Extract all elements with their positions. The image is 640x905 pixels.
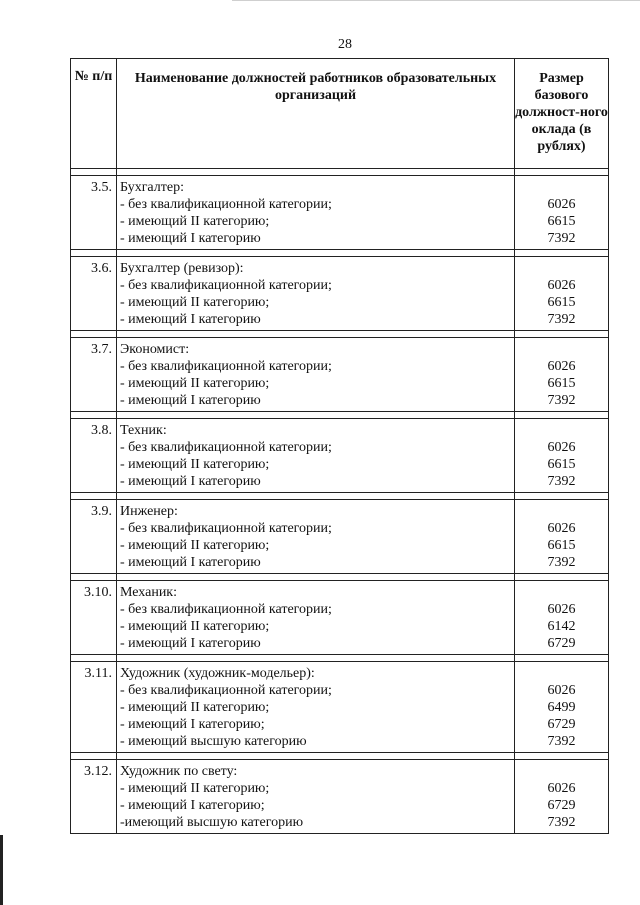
gap-cell [515, 574, 609, 581]
table-row-gap [71, 655, 609, 662]
gap-cell [117, 331, 515, 338]
position-title: Бухгалтер: [120, 180, 184, 195]
salary-value: 6615 [547, 538, 576, 553]
position-category: - без квалификационной категории; [120, 683, 332, 698]
table-row-gap [71, 412, 609, 419]
position-cell [117, 257, 515, 331]
table-row-gap [71, 250, 609, 257]
position-category: - имеющий I категорию; [120, 717, 265, 732]
position-cell [117, 419, 515, 493]
position-cell [117, 662, 515, 753]
position-cell [117, 176, 515, 250]
position-category: - без квалификационной категории; [120, 440, 332, 455]
table-row [71, 500, 609, 574]
table-row [71, 760, 609, 834]
table-row-gap [71, 574, 609, 581]
position-category: - без квалификационной категории; [120, 359, 332, 374]
salary-value: 6026 [547, 440, 576, 455]
salary-value: 6142 [547, 619, 576, 634]
salary-cell [515, 662, 609, 753]
position-category: -имеющий высшую категорию [120, 815, 304, 830]
table-header-row [71, 59, 609, 169]
gap-cell [515, 753, 609, 760]
salary-cell [515, 500, 609, 574]
salary-value: 6026 [547, 602, 576, 617]
position-category: - имеющий I категорию [120, 393, 261, 408]
page-top-rule [232, 0, 640, 1]
row-number: 3.10. [71, 581, 117, 655]
salary-blank-line [515, 584, 608, 601]
gap-cell [515, 331, 609, 338]
header-number: № п/п [71, 59, 117, 169]
salary-value: 6615 [547, 295, 576, 310]
position-category: - имеющий I категорию [120, 474, 261, 489]
position-category: - имеющий II категорию; [120, 457, 270, 472]
salary-value: 6026 [547, 521, 576, 536]
position-cell [117, 500, 515, 574]
gap-cell [71, 169, 117, 176]
row-number: 3.7. [71, 338, 117, 412]
table-row [71, 662, 609, 753]
position-category: - имеющий II категорию; [120, 619, 270, 634]
position-cell [117, 338, 515, 412]
position-category: - без квалификационной категории; [120, 278, 332, 293]
salary-cell [515, 760, 609, 834]
gap-cell [515, 493, 609, 500]
row-number: 3.11. [71, 662, 117, 753]
page-number: 28 [338, 37, 352, 52]
table-row-gap [71, 331, 609, 338]
gap-cell [71, 331, 117, 338]
salary-value: 6615 [547, 376, 576, 391]
position-cell [117, 760, 515, 834]
gap-cell [71, 655, 117, 662]
salary-blank-line [515, 422, 608, 439]
table-row-gap [71, 169, 609, 176]
position-category: - имеющий I категорию [120, 312, 261, 327]
table-body [71, 169, 609, 834]
position-category: - имеющий I категорию [120, 636, 261, 651]
row-number: 3.9. [71, 500, 117, 574]
position-category: - имеющий I категорию [120, 231, 261, 246]
position-category: - имеющий высшую категорию [120, 734, 307, 749]
position-category: - имеющий II категорию; [120, 295, 270, 310]
row-number: 3.8. [71, 419, 117, 493]
salary-value: 6729 [547, 717, 576, 732]
salary-blank-line [515, 503, 608, 520]
position-title: Техник: [120, 423, 167, 438]
gap-cell [117, 412, 515, 419]
position-category: - имеющий II категорию; [120, 376, 270, 391]
row-number: 3.6. [71, 257, 117, 331]
table-row [71, 176, 609, 250]
position-category: - имеющий I категорию [120, 555, 261, 570]
position-title: Экономист: [120, 342, 190, 357]
salary-value: 6499 [547, 700, 576, 715]
scan-edge-mark [0, 835, 3, 905]
position-category: - имеющий II категорию; [120, 214, 270, 229]
gap-cell [71, 493, 117, 500]
salary-cell [515, 581, 609, 655]
position-title: Бухгалтер (ревизор): [120, 261, 244, 276]
salary-value: 7392 [547, 231, 576, 246]
header-position-name: Наименование должностей работников образовательных организаций [117, 59, 515, 169]
salary-value: 6026 [547, 197, 576, 212]
position-title: Инженер: [120, 504, 178, 519]
gap-cell [117, 753, 515, 760]
salary-value: 6026 [547, 359, 576, 374]
salary-value: 7392 [547, 393, 576, 408]
salary-value: 7392 [547, 815, 576, 830]
gap-cell [515, 412, 609, 419]
salary-table [70, 58, 609, 834]
salary-value: 7392 [547, 734, 576, 749]
table-row-gap [71, 493, 609, 500]
gap-cell [71, 250, 117, 257]
salary-value: 6615 [547, 214, 576, 229]
gap-cell [117, 169, 515, 176]
table-row [71, 419, 609, 493]
position-cell [117, 581, 515, 655]
salary-cell [515, 257, 609, 331]
salary-value: 7392 [547, 474, 576, 489]
salary-blank-line [515, 665, 608, 682]
position-title: Художник по свету: [120, 764, 238, 779]
gap-cell [515, 250, 609, 257]
gap-cell [515, 655, 609, 662]
salary-value: 7392 [547, 555, 576, 570]
gap-cell [71, 412, 117, 419]
position-category: - без квалификационной категории; [120, 197, 332, 212]
salary-blank-line [515, 763, 608, 780]
table-row [71, 338, 609, 412]
salary-blank-line [515, 341, 608, 358]
gap-cell [515, 169, 609, 176]
salary-blank-line [515, 260, 608, 277]
salary-cell [515, 419, 609, 493]
position-category: - без квалификационной категории; [120, 521, 332, 536]
salary-value: 6026 [547, 683, 576, 698]
row-number: 3.12. [71, 760, 117, 834]
position-title: Механик: [120, 585, 177, 600]
position-category: - имеющий II категорию; [120, 781, 270, 796]
salary-value: 6615 [547, 457, 576, 472]
position-category: - имеющий I категорию; [120, 798, 265, 813]
table-row [71, 581, 609, 655]
gap-cell [71, 574, 117, 581]
salary-value: 6729 [547, 636, 576, 651]
salary-value: 6729 [547, 798, 576, 813]
salary-cell [515, 176, 609, 250]
position-category: - без квалификационной категории; [120, 602, 332, 617]
table-row [71, 257, 609, 331]
gap-cell [117, 574, 515, 581]
gap-cell [117, 493, 515, 500]
salary-cell [515, 338, 609, 412]
salary-value: 6026 [547, 781, 576, 796]
position-category: - имеющий II категорию; [120, 700, 270, 715]
position-category: - имеющий II категорию; [120, 538, 270, 553]
gap-cell [71, 753, 117, 760]
gap-cell [117, 655, 515, 662]
table-row-gap [71, 753, 609, 760]
salary-blank-line [515, 179, 608, 196]
salary-value: 7392 [547, 312, 576, 327]
header-base-salary: Размер базового должност-ного оклада (в рублях) [515, 59, 609, 169]
position-title: Художник (художник-модельер): [120, 666, 315, 681]
row-number: 3.5. [71, 176, 117, 250]
salary-value: 6026 [547, 278, 576, 293]
gap-cell [117, 250, 515, 257]
